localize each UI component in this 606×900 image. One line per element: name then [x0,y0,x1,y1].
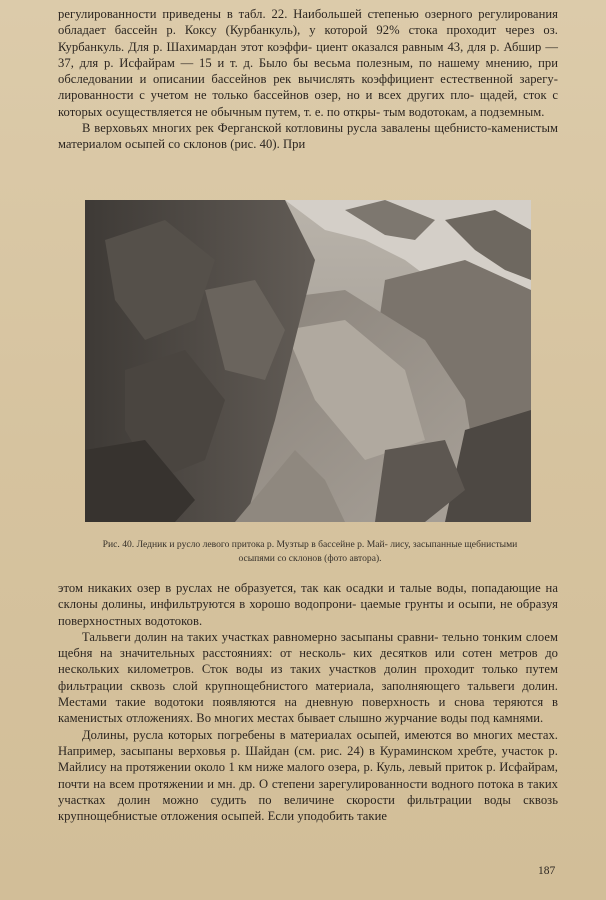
caption-line: лису, засыпанные щебнистыми осыпями со склонов (фото автора). [238,539,518,564]
text-line: в Кураминском хребте, участок р. Майлису на протяжении около 1 км [58,743,558,775]
paragraph [58,6,558,120]
text-line: крупнощебнистого материала, заполняющего тальвеги долин. Местами [58,678,558,710]
text-line: этом никаких озер в руслах не образуется, так как осадки и талые воды, [58,581,472,595]
mountain-valley-photo [85,200,531,522]
text-line: в таких участках долин можно судить по величине скорости фильтрации [58,776,558,807]
text-line: в каменистых отложениях. Во многих местах бывает слышно журчание [58,695,559,726]
text-line: цаемые грунты и осыпи, не образуя поверхностных водотоков. [58,597,558,628]
caption-line: Рис. 40. Ледник и русло левого притока р. Музтыр в бассейне р. Май- [102,539,391,550]
text-line: воды сквозь крупнощебнистые отложения осыпей. Если уподобить такие [58,792,558,824]
text-line: и описании бассейнов рек вычислять коэффициент естественной зарегу- [139,72,558,87]
text-line: В верховьях многих рек Ферганской котловины русла завалены [82,121,435,136]
text-line: многих местах. Например, засыпаны верховья р. Шайдан (см. рис. 24) [58,727,559,758]
figure-photo [85,200,531,522]
text-line: стока проходит через оз. Курбанкуль. Для р. Шахимардан этот коэффи- [58,23,559,54]
text-line: и т. д. Было бы весьма полезным, по нашему мнению, при обследовании [58,55,558,87]
paragraph [58,727,558,825]
text-line: лированности с учетом не только бассейнов озер, но и всех других пло- [58,88,480,103]
figure-caption [90,538,530,565]
text-line: тельно тонким слоем щебня на значительных расстояниях: от несколь- [58,629,558,661]
text-line: попадающие на склоны долины, инфильтруются в хорошо водопрони- [58,581,558,612]
text-line: Тальвеги долин на таких участках равномерно засыпаны сравни- [82,629,443,644]
paragraph [58,629,558,727]
text-line: такие водотоки появляются на дневную поверхность и снова теряются [115,695,553,710]
text-line: воды под камнями. [440,711,544,726]
text-line: таких участков долин проходит только путем фильтрации сквозь слой [58,662,558,693]
text-line: протяжении и мн. др. О степени зарегулированности водного потока [138,776,518,791]
text-line: регулированности приведены в табл. 22. Наибольшей степенью озерного [58,7,479,21]
page-number: 187 [538,865,556,877]
text-line: регулирования обладает бассейн р. Коксу (Курбанкуль), у которой 92% [58,7,558,38]
paragraph [58,580,558,629]
text-line: циент оказался равным 43, для р. Абшир — 37, для р. Исфайрам — 15 [58,39,558,70]
text-line: тым водотокам, а подземным. [383,104,545,119]
text-line: ниже малого озера, р. Куль, левый приток р. Исфайрам, почти на всем [58,760,559,791]
text-line: ких десятков или сотен метров до нескольких километров. Сток воды из [58,646,558,677]
text-line: Долины, русла которых погребены в материалах осыпей, имеются во [82,727,474,742]
text-line: щебнисто-каменистым материалом осыпей со склонов (рис. 40). При [58,121,558,152]
text-line: щадей, сток с которых осуществляется не обычным путем, т. е. по откры- [58,88,558,119]
text-block-top [58,6,558,153]
paragraph [58,120,558,153]
text-block-bottom [58,580,558,824]
